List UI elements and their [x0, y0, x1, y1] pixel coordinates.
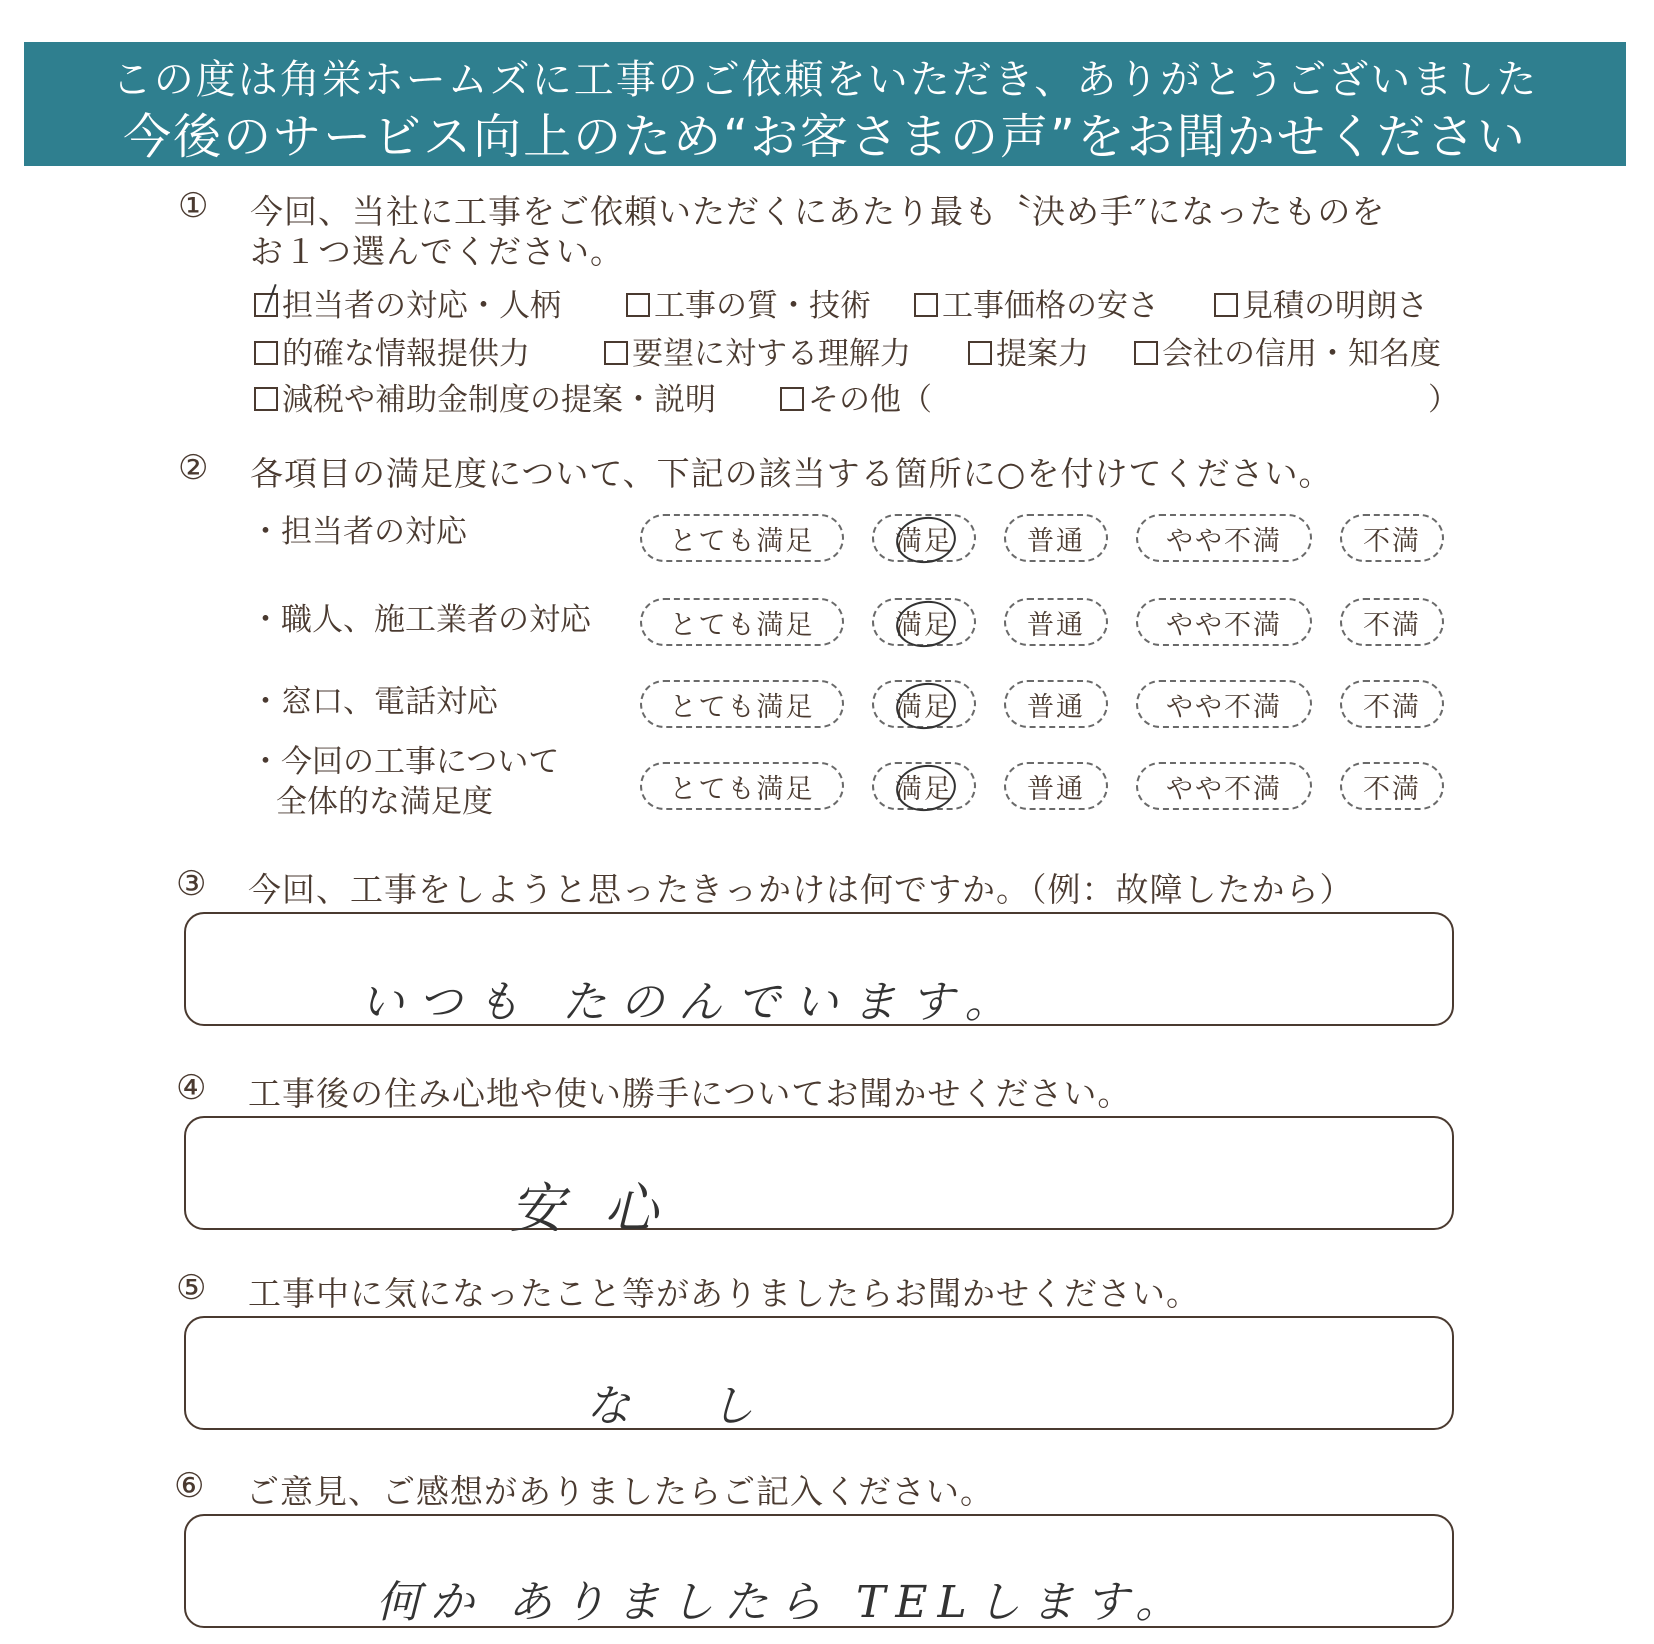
q5-answer: なし [586, 1381, 834, 1432]
rating-option-selected[interactable]: 満足 [872, 762, 976, 810]
rating-option[interactable]: やや不満 [1136, 680, 1312, 728]
rating-option[interactable]: 不満 [1340, 680, 1444, 728]
rating-option[interactable]: とても満足 [640, 680, 844, 728]
q1-option-1[interactable] [626, 280, 871, 325]
checkbox-checked-icon[interactable] [254, 293, 278, 317]
q1-option-label: 減税や補助金制度の提案・説明 [282, 382, 716, 418]
q2-row-label-line2: 全体的な満足度 [276, 784, 493, 820]
rating-option[interactable]: 普通 [1004, 514, 1108, 562]
rating-option[interactable]: やや不満 [1136, 762, 1312, 810]
q1-option-label: 会社の信用・知名度 [1162, 336, 1441, 372]
q1-option-label: 的確な情報提供力 [282, 336, 530, 372]
rating-option[interactable]: とても満足 [640, 598, 844, 646]
rating-option[interactable]: やや不満 [1136, 514, 1312, 562]
rating-option[interactable]: やや不満 [1136, 598, 1312, 646]
q3-answer: いつも たのんでいます。 [360, 977, 1023, 1028]
checkbox-icon[interactable] [914, 293, 938, 317]
rating-option[interactable]: 不満 [1340, 762, 1444, 810]
rating-option-selected[interactable]: 満足 [872, 680, 976, 728]
q2-row-label: ・窓口、電話対応 [250, 684, 498, 720]
q6-number: ⑥ [174, 1466, 205, 1506]
q1-option-label: 見積の明朗さ [1242, 288, 1428, 324]
checkbox-icon[interactable] [968, 341, 992, 365]
q1-other-close: ） [1428, 382, 1459, 418]
rating-option[interactable]: 不満 [1340, 598, 1444, 646]
checkbox-icon[interactable] [1214, 293, 1238, 317]
q1-option-5[interactable] [604, 328, 911, 373]
header-line-2: 今後のサービス向上のため“お客さまの声”をお聞かせください [123, 109, 1527, 165]
q1-option-label: 担当者の対応・人柄 [282, 288, 561, 324]
rating-option[interactable]: とても満足 [640, 762, 844, 810]
q2-row-label: ・今回の工事について [250, 744, 560, 780]
q1-option-4[interactable] [254, 328, 530, 373]
checkbox-icon[interactable] [604, 341, 628, 365]
q1-option-9[interactable] [780, 374, 932, 419]
rating-option-selected[interactable]: 満足 [872, 598, 976, 646]
q1-option-3[interactable] [1214, 280, 1428, 325]
checkbox-icon[interactable] [254, 341, 278, 365]
q4-answer-box[interactable] [184, 1116, 1454, 1230]
q3-text: 今回、工事をしようと思ったきっかけは何ですか。（例：故障したから） [248, 870, 1354, 909]
q1-option-8[interactable] [254, 374, 716, 419]
rating-option[interactable]: 普通 [1004, 680, 1108, 728]
q5-number: ⑤ [176, 1268, 207, 1308]
checkbox-icon[interactable] [1134, 341, 1158, 365]
q1-option-label: 要望に対する理解力 [632, 336, 911, 372]
q1-option-label: 提案力 [996, 336, 1089, 372]
q2-row-label: ・職人、施工業者の対応 [250, 602, 591, 638]
q1-option-0[interactable] [254, 280, 561, 325]
q2-number: ② [178, 448, 209, 488]
q4-answer: 安心 [510, 1177, 698, 1240]
rating-option[interactable]: 不満 [1340, 514, 1444, 562]
q1-text-line2: お１つ選んでください。 [250, 232, 624, 271]
q1-option-label: その他（ [808, 382, 932, 418]
q2-text: 各項目の満足度について、下記の該当する箇所に○を付けてください。 [250, 454, 1333, 493]
q1-text-line1: 今回、当社に工事をご依頼いただくにあたり最も〝決め手″になったものを [250, 192, 1386, 231]
q1-option-2[interactable] [914, 280, 1159, 325]
checkbox-icon[interactable] [626, 293, 650, 317]
checkbox-icon[interactable] [780, 387, 804, 411]
q2-row-label: ・担当者の対応 [250, 514, 467, 550]
rating-option[interactable]: 普通 [1004, 762, 1108, 810]
q1-option-label: 工事の質・技術 [654, 288, 871, 324]
rating-option[interactable]: 普通 [1004, 598, 1108, 646]
rating-option-selected[interactable]: 満足 [872, 514, 976, 562]
q5-text: 工事中に気になったこと等がありましたらお聞かせください。 [248, 1274, 1200, 1313]
q4-text: 工事後の住み心地や使い勝手についてお聞かせください。 [248, 1074, 1132, 1113]
header-banner [24, 42, 1626, 166]
q6-answer: 何か ありましたら TELします。 [376, 1577, 1190, 1628]
header-line-1: この度は角栄ホームズに工事のご依頼をいただき、ありがとうございました [111, 57, 1539, 103]
q1-option-7[interactable] [1134, 328, 1441, 373]
q1-number: ① [178, 186, 209, 226]
q1-option-label: 工事価格の安さ [942, 288, 1159, 324]
q1-option-6[interactable] [968, 328, 1089, 373]
q6-text: ご意見、ご感想がありましたらご記入ください。 [246, 1472, 994, 1511]
checkbox-icon[interactable] [254, 387, 278, 411]
rating-option[interactable]: とても満足 [640, 514, 844, 562]
q4-number: ④ [176, 1068, 207, 1108]
q3-number: ③ [176, 864, 207, 904]
